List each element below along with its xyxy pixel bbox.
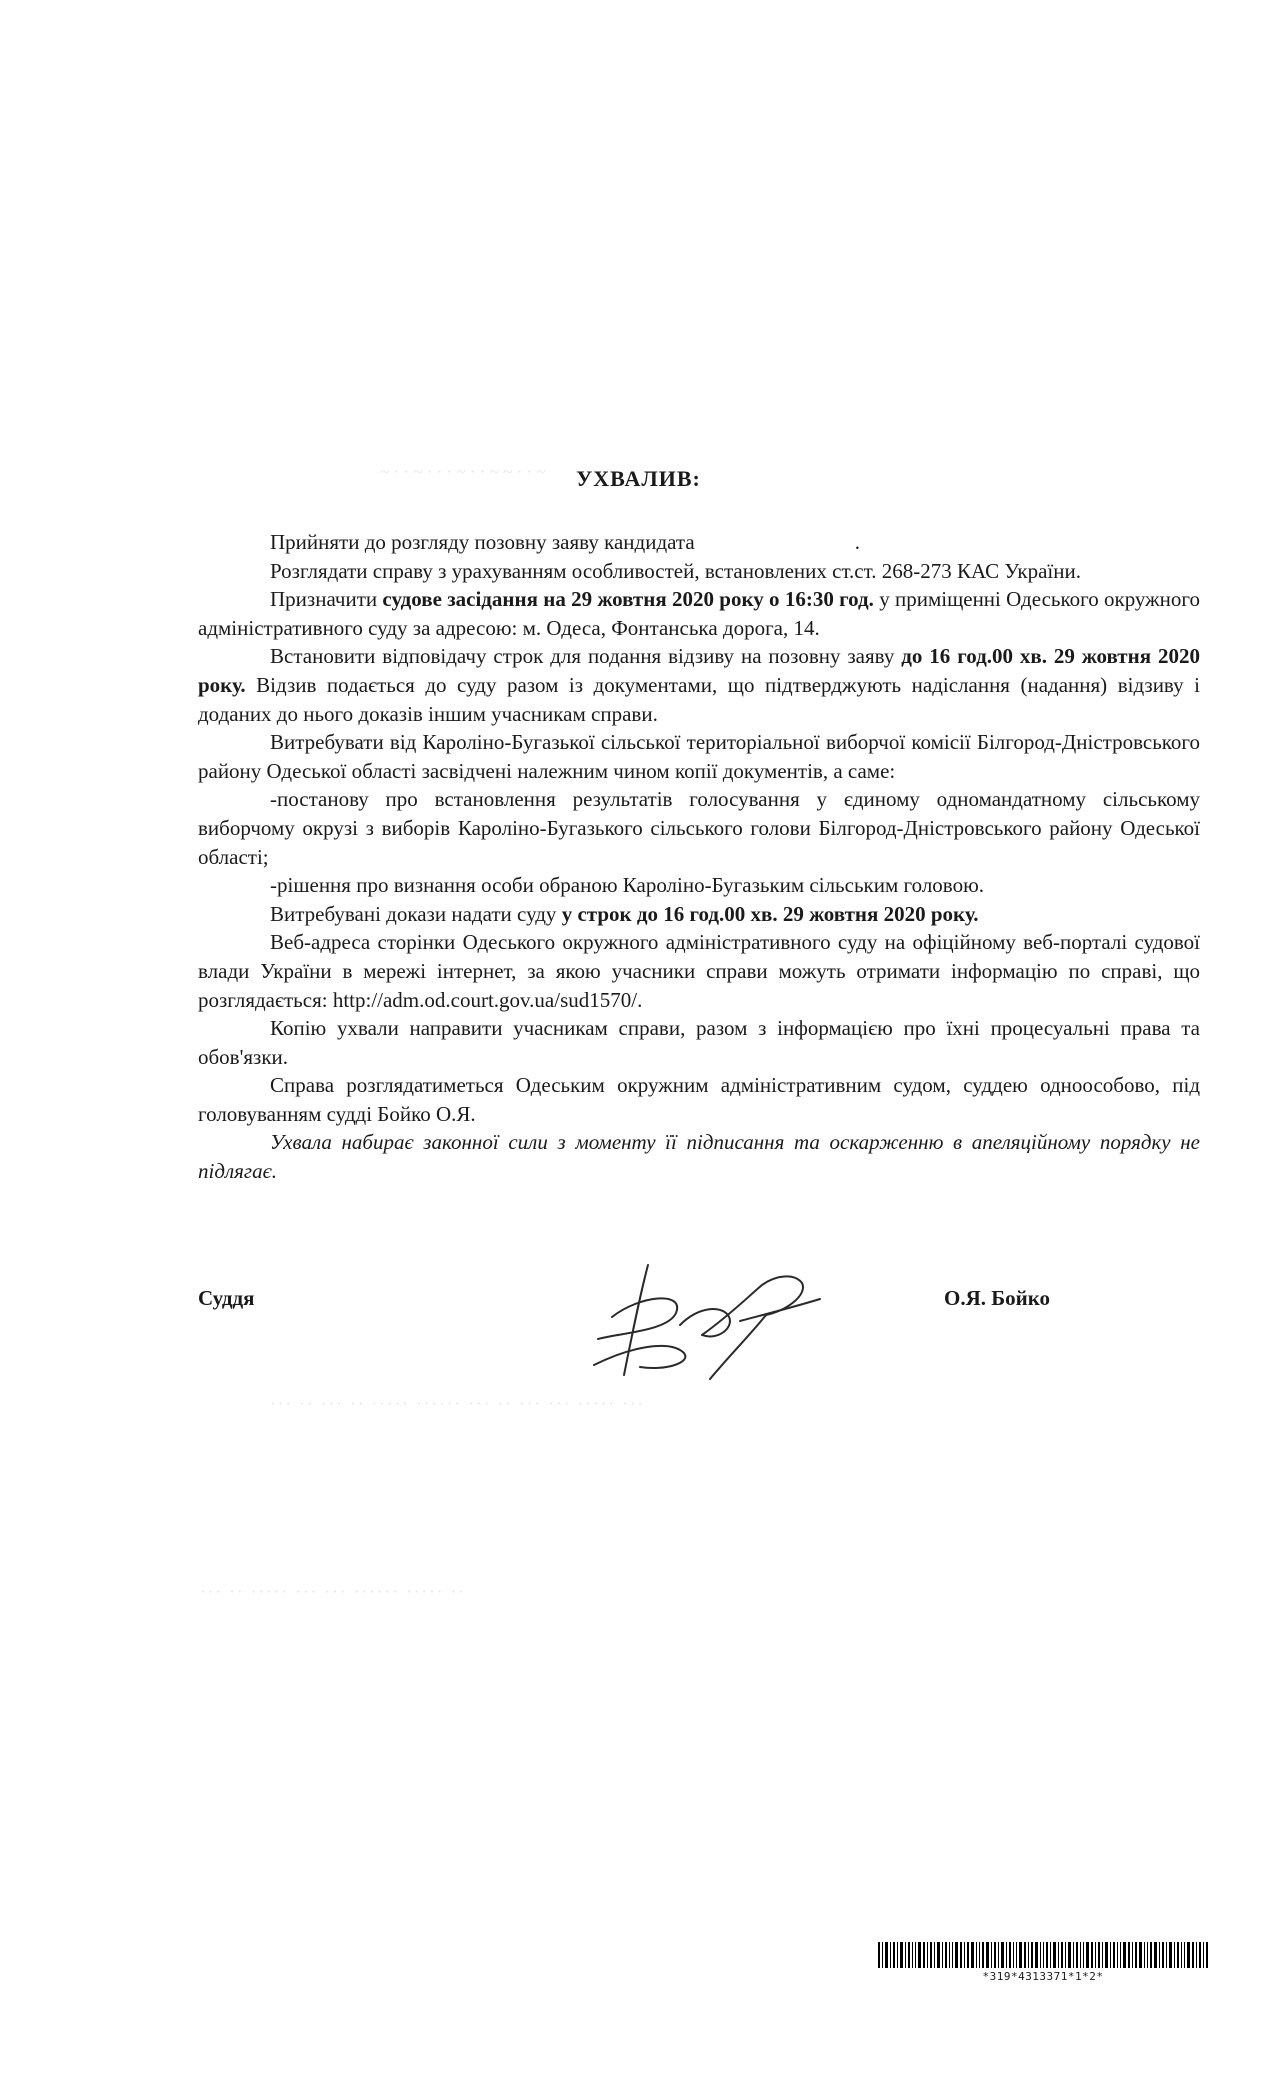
bleed-through-text: ··· ·· ··· ·· ····· ······ ··· ·· ··· ··· ····· ··· bbox=[270, 1394, 646, 1413]
paragraph-consider-case: Розглядати справу з урахуванням особливостей, встановлених ст.ст. 268-273 КАС України. bbox=[270, 558, 1081, 583]
judge-name: О.Я. Бойко bbox=[944, 1286, 1051, 1310]
decision-heading: УХВАЛИВ: bbox=[576, 466, 701, 491]
paragraph-web-address: Веб-адреса сторінки Одеського окружного адміністративного суду на офіційному веб-порталі судової влади України в мережі інтернет, за якою учасники справи можуть отримати інформацію по справі, що розглядається: http://adm.od.court.gov.ua/sud1570/. bbox=[198, 930, 1200, 1012]
paragraph-voting-results: -постанову про встановлення результатів голосування у єдиному одномандатному сільському виборчому окрузі з виборів Кароліно-Бугазького сільського голови Білгород-Дністровського району Одеської області; bbox=[198, 787, 1200, 869]
paragraph-hearing-date: Призначити судове засідання на 29 жовтня 2020 року о 16:30 год. у приміщенні Одеського окружного адміністративного суду за адресою: м. Одеса, Фонтанська дорога, 14. bbox=[198, 587, 1200, 640]
handwritten-signature bbox=[580, 1255, 840, 1385]
document-barcode bbox=[878, 1942, 1208, 1983]
barcode-bars bbox=[878, 1942, 1208, 1968]
paragraph-legal-force: Ухвала набирає законної сили з моменту її підписання та оскарженню в апеляційному порядку не підлягає. bbox=[198, 1130, 1200, 1184]
decision-body bbox=[198, 528, 1200, 1186]
barcode-number: *319*4313371*1*2* bbox=[982, 1970, 1104, 1983]
paragraph-send-copy: Копію ухвали направити учасникам справи, разом з інформацією про їхні процесуальні права та обов'язки. bbox=[198, 1016, 1200, 1069]
paragraph-case-judge: Справа розглядатиметься Одеським окружним адміністративним судом, суддею одноособово, під головуванням судді Бойко О.Я. bbox=[198, 1073, 1200, 1126]
paragraph-elected-person: -рішення про визнання особи обраною Кароліно-Бугазьким сільським головою. bbox=[270, 873, 985, 898]
paragraph-response-deadline: Встановити відповідачу строк для подання відзиву на позовну заяву до 16 год.00 хв. 29 жовтня 2020 року. Відзив подається до суду разом із документами, що підтверджують надіслання (надання) відзиву і доданих до нього доказів іншим учасникам справи. bbox=[198, 644, 1200, 726]
paragraph-request-documents: Витребувати від Кароліно-Бугазької сільської територіальної виборчої комісії Білгород-Дністровського району Одеської області засвідчені належним чином копії документів, а саме: bbox=[198, 730, 1200, 783]
bleed-through-text: ··· ·· ····· ··· ··· ······ ····· ·· bbox=[200, 1582, 466, 1601]
paragraph-accept-claim: Прийняти до розгляду позовну заяву кандидата . bbox=[270, 530, 860, 554]
paragraph-evidence-deadline: Витребувані докази надати суду у строк до 16 год.00 хв. 29 жовтня 2020 року. bbox=[270, 901, 979, 926]
bleed-through-text: ~ · · ~ · · · ~ · · ~ ~ · · ~ bbox=[380, 462, 546, 481]
judge-label: Суддя bbox=[198, 1286, 255, 1310]
